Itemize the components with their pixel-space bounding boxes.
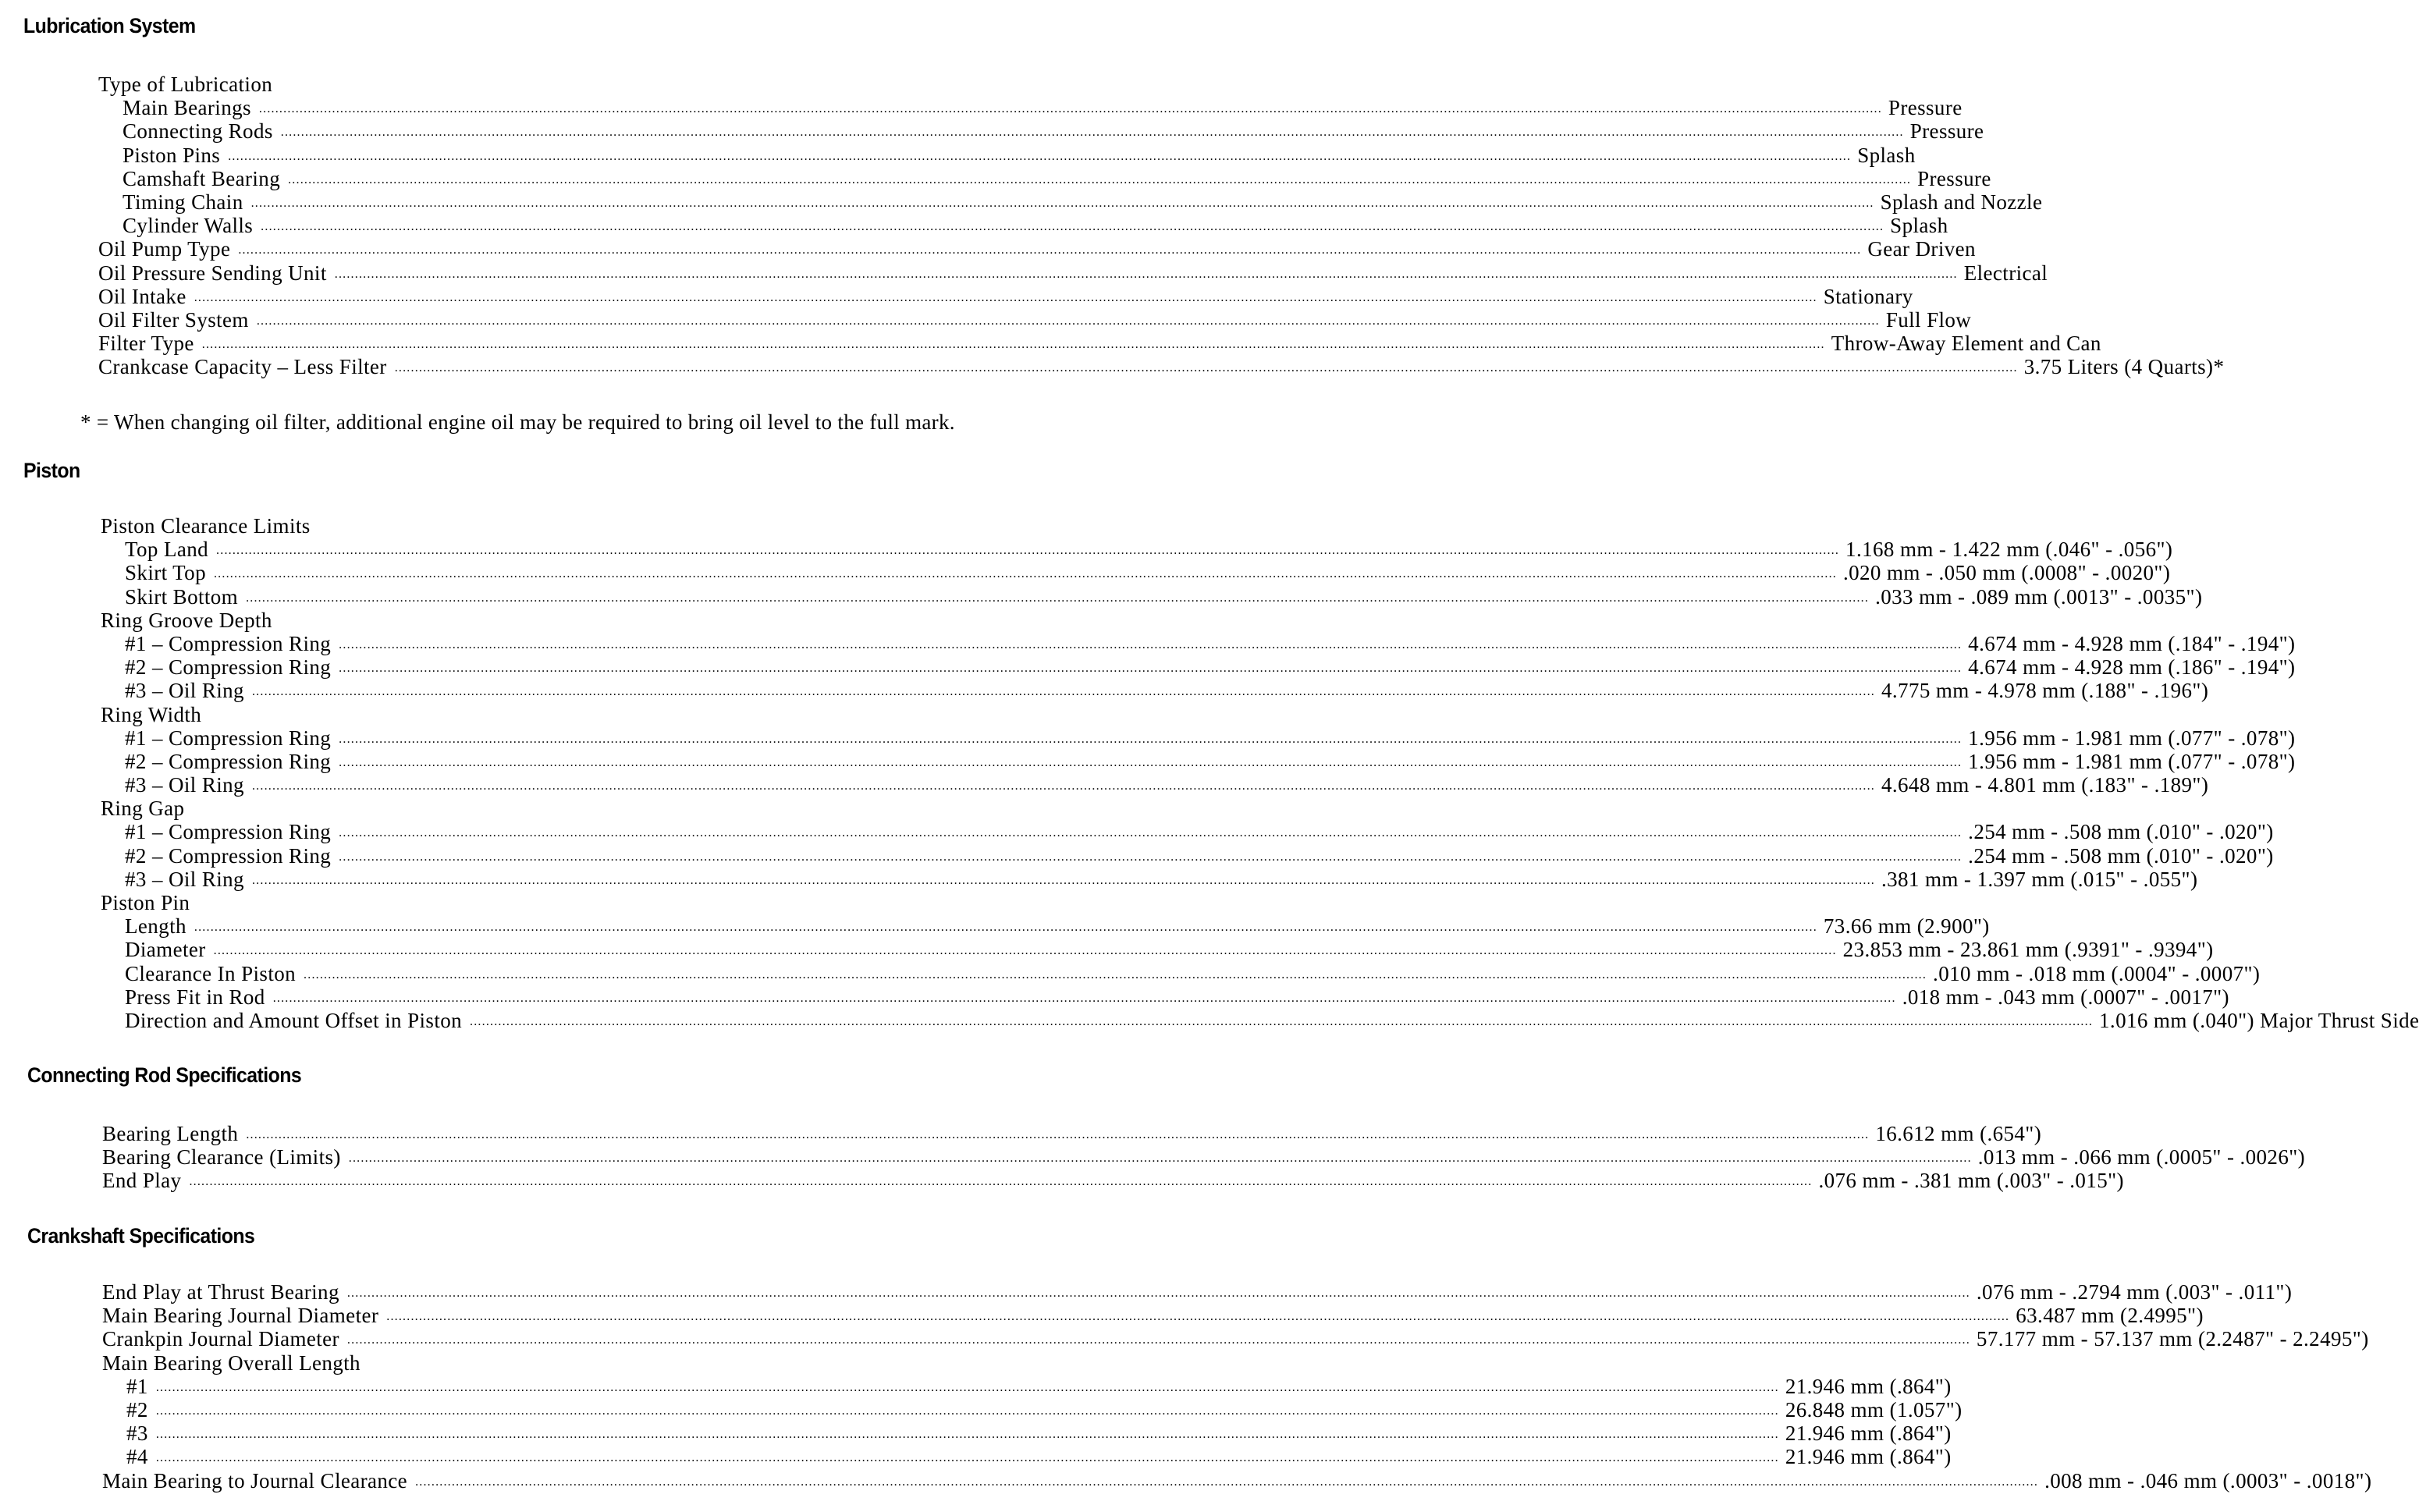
crankshaft-spec-list (102, 1280, 2372, 1492)
spec-label: Skirt Top (125, 561, 206, 585)
spec-value: .008 mm - .046 mm (.0003" - .0018") (2044, 1468, 2372, 1492)
dot-leader: ................................................................................................................................................................................................................................................................................................................................................................................................................ (288, 172, 1912, 186)
spec-value: .076 mm - .2794 mm (.003" - .011") (1976, 1280, 2293, 1304)
spec-row (98, 190, 2043, 214)
spec-label: Camshaft Bearing (123, 166, 281, 190)
dot-leader: ................................................................................................................................................................................................................................................................................................................................................................................................................ (155, 1404, 1779, 1418)
spec-row (98, 119, 1984, 144)
spec-value: 1.956 mm - 1.981 mm (.077" - .078") (1968, 749, 2296, 773)
spec-label: Bearing Length (102, 1122, 239, 1145)
dot-leader: ................................................................................................................................................................................................................................................................................................................................................................................................................ (261, 220, 1884, 234)
spec-row (101, 914, 1990, 939)
dot-leader: ................................................................................................................................................................................................................................................................................................................................................................................................................ (346, 1333, 1970, 1347)
spec-label: Oil Pressure Sending Unit (98, 261, 327, 285)
dot-leader: ................................................................................................................................................................................................................................................................................................................................................................................................................ (280, 126, 1904, 140)
section-title-lubrication: Lubrication System (23, 14, 196, 37)
spec-row (101, 584, 2203, 609)
spec-label: Crankpin Journal Diameter (102, 1327, 339, 1351)
spec-row (98, 237, 1976, 261)
spec-row (102, 1327, 2369, 1351)
spec-row (98, 284, 1913, 308)
spec-value: .381 mm - 1.397 mm (.015" - .055") (1881, 867, 2198, 891)
dot-leader: ................................................................................................................................................................................................................................................................................................................................................................................................................ (258, 102, 1882, 116)
spec-group-heading (101, 609, 1088, 632)
spec-label: Ring Width (101, 702, 202, 726)
dot-leader: ................................................................................................................................................................................................................................................................................................................................................................................................................ (246, 1128, 1870, 1141)
dot-leader: ................................................................................................................................................................................................................................................................................................................................................................................................................ (216, 544, 1840, 558)
spec-value: 21.946 mm (.864") (1785, 1445, 1952, 1469)
spec-label: Press Fit in Rod (125, 985, 265, 1009)
spec-label: Main Bearings (123, 96, 251, 120)
spec-value: 4.674 mm - 4.928 mm (.184" - .194") (1968, 631, 2296, 655)
spec-value: 57.177 mm - 57.137 mm (2.2487" - 2.2495") (1976, 1327, 2369, 1351)
dot-leader: ................................................................................................................................................................................................................................................................................................................................................................................................................ (339, 662, 1963, 676)
spec-row (101, 938, 2214, 962)
spec-value: .033 mm - .089 mm (.0013" - .0035") (1875, 584, 2203, 609)
piston-spec-list (101, 514, 2419, 1032)
spec-row (101, 773, 2209, 797)
spec-value: Splash (1890, 214, 1948, 238)
dot-leader: ................................................................................................................................................................................................................................................................................................................................................................................................................ (251, 873, 1875, 887)
spec-row (102, 1421, 1952, 1446)
spec-row (102, 1374, 1952, 1398)
dot-leader: ................................................................................................................................................................................................................................................................................................................................................................................................................ (251, 685, 1875, 699)
connecting-rod-spec-list (102, 1122, 2306, 1193)
spec-group-heading (101, 797, 1088, 820)
spec-value: Splash (1857, 143, 1916, 167)
spec-label: Piston Pin (101, 891, 190, 914)
spec-value: Electrical (1963, 261, 2048, 285)
spec-label: #4 (126, 1445, 148, 1469)
spec-value: Splash and Nozzle (1880, 190, 2043, 214)
spec-label: Crankcase Capacity – Less Filter (98, 355, 387, 379)
dot-leader: ................................................................................................................................................................................................................................................................................................................................................................................................................ (189, 1175, 1813, 1189)
spec-row (101, 985, 2229, 1009)
dot-leader: ................................................................................................................................................................................................................................................................................................................................................................................................................ (155, 1380, 1779, 1394)
dot-leader: ................................................................................................................................................................................................................................................................................................................................................................................................................ (415, 1475, 2039, 1489)
spec-label: Filter Type (98, 332, 194, 356)
spec-value: 21.946 mm (.864") (1785, 1374, 1952, 1398)
dot-leader: ................................................................................................................................................................................................................................................................................................................................................................................................................ (256, 314, 1880, 328)
spec-row (98, 355, 2225, 379)
spec-value: Stationary (1823, 284, 1913, 308)
spec-value: 1.016 mm (.040") Major Thrust Side (2099, 1008, 2419, 1032)
spec-value: Pressure (1917, 166, 1991, 190)
spec-value: 16.612 mm (.654") (1875, 1122, 2042, 1145)
spec-row (101, 631, 2296, 655)
dot-leader: ................................................................................................................................................................................................................................................................................................................................................................................................................ (213, 944, 1837, 958)
spec-row (101, 820, 2274, 844)
spec-label: Cylinder Walls (123, 214, 254, 238)
spec-value: 26.848 mm (1.057") (1785, 1397, 1963, 1421)
spec-value: .076 mm - .381 mm (.003" - .015") (1818, 1169, 2124, 1193)
spec-value: Pressure (1888, 96, 1963, 120)
spec-row (101, 1008, 2419, 1032)
spec-group-heading (101, 514, 1088, 538)
spec-group-heading (101, 891, 1088, 914)
dot-leader: ................................................................................................................................................................................................................................................................................................................................................................................................................ (251, 779, 1875, 793)
spec-value: .018 mm - .043 mm (.0007" - .0017") (1902, 985, 2229, 1009)
dot-leader: ................................................................................................................................................................................................................................................................................................................................................................................................................ (339, 850, 1963, 864)
spec-row (102, 1145, 2306, 1169)
spec-label: #2 – Compression Ring (125, 843, 332, 868)
spec-label: Main Bearing Overall Length (102, 1351, 361, 1375)
spec-row (101, 655, 2296, 680)
lubrication-spec-list (98, 73, 2225, 379)
spec-row (102, 1445, 1952, 1469)
dot-leader: ................................................................................................................................................................................................................................................................................................................................................................................................................ (228, 149, 1852, 163)
spec-row (102, 1304, 2204, 1328)
spec-row (101, 538, 2173, 562)
spec-row (98, 143, 1916, 167)
spec-value: 63.487 mm (2.4995") (2016, 1304, 2204, 1328)
spec-row (101, 843, 2274, 868)
spec-value: 73.66 mm (2.900") (1823, 914, 1990, 939)
spec-label: Oil Filter System (98, 307, 249, 332)
spec-label: Clearance In Piston (125, 961, 297, 985)
spec-row (98, 332, 2101, 356)
dot-leader: ................................................................................................................................................................................................................................................................................................................................................................................................................ (394, 361, 2018, 375)
spec-row (101, 749, 2296, 773)
spec-row (102, 1122, 2042, 1145)
dot-leader: ................................................................................................................................................................................................................................................................................................................................................................................................................ (339, 637, 1963, 651)
spec-label: #3 – Oil Ring (125, 679, 244, 703)
spec-row (101, 961, 2261, 985)
spec-label: Connecting Rods (123, 119, 273, 144)
spec-label: End Play (102, 1169, 182, 1193)
spec-label: Main Bearing to Journal Clearance (102, 1468, 408, 1492)
spec-value: .010 mm - .018 mm (.0004" - .0007") (1933, 961, 2261, 985)
spec-row (98, 261, 2048, 285)
spec-label: Oil Pump Type (98, 237, 231, 261)
spec-row (102, 1397, 1963, 1421)
spec-label: Bearing Clearance (Limits) (102, 1145, 341, 1169)
spec-row (101, 561, 2171, 585)
spec-value: .254 mm - .508 mm (.010" - .020") (1968, 843, 2274, 868)
dot-leader: ................................................................................................................................................................................................................................................................................................................................................................................................................ (194, 290, 1817, 304)
spec-group-heading (98, 73, 1088, 96)
spec-value: .013 mm - .066 mm (.0005" - .0026") (1977, 1145, 2306, 1169)
spec-row (102, 1280, 2293, 1304)
spec-group-heading (102, 1351, 1088, 1375)
spec-label: #3 (126, 1421, 148, 1446)
spec-label: Skirt Bottom (125, 584, 239, 609)
spec-label: #1 – Compression Ring (125, 726, 332, 750)
spec-value: 3.75 Liters (4 Quarts)* (2023, 355, 2225, 379)
spec-value: 21.946 mm (.864") (1785, 1421, 1952, 1446)
spec-value: 1.956 mm - 1.981 mm (.077" - .078") (1968, 726, 2296, 750)
spec-row (102, 1468, 2372, 1492)
spec-value: Throw-Away Element and Can (1831, 332, 2101, 356)
dot-leader: ................................................................................................................................................................................................................................................................................................................................................................................................................ (346, 1287, 1970, 1300)
section-title-connecting-rod: Connecting Rod Specifications (27, 1063, 302, 1087)
spec-label: #2 – Compression Ring (125, 749, 332, 773)
spec-label: #1 (126, 1374, 148, 1398)
dot-leader: ................................................................................................................................................................................................................................................................................................................................................................................................................ (155, 1428, 1779, 1442)
spec-label: Oil Intake (98, 284, 186, 308)
dot-leader: ................................................................................................................................................................................................................................................................................................................................................................................................................ (213, 567, 1837, 581)
spec-row (98, 214, 1948, 238)
spec-label: Type of Lubrication (98, 73, 273, 96)
spec-label: #1 – Compression Ring (125, 631, 332, 655)
spec-group-heading (101, 703, 1088, 726)
spec-row (101, 726, 2296, 750)
spec-label: Piston Clearance Limits (101, 514, 311, 538)
dot-leader: ................................................................................................................................................................................................................................................................................................................................................................................................................ (339, 732, 1963, 746)
spec-label: #3 – Oil Ring (125, 773, 244, 797)
spec-value: Gear Driven (1867, 237, 1976, 261)
spec-row (101, 679, 2209, 703)
spec-label: Length (125, 914, 186, 939)
spec-label: Timing Chain (123, 190, 243, 214)
spec-value: Pressure (1909, 119, 1984, 144)
spec-label: Top Land (125, 538, 209, 562)
spec-label: Ring Groove Depth (101, 608, 272, 632)
dot-leader: ................................................................................................................................................................................................................................................................................................................................................................................................................ (334, 267, 1958, 281)
spec-label: End Play at Thrust Bearing (102, 1280, 339, 1304)
spec-label: #2 – Compression Ring (125, 655, 332, 680)
section-title-piston: Piston (23, 459, 80, 482)
spec-row (102, 1169, 2124, 1193)
spec-value: 4.674 mm - 4.928 mm (.186" - .194") (1968, 655, 2296, 680)
dot-leader: ................................................................................................................................................................................................................................................................................................................................................................................................................ (238, 243, 1862, 257)
spec-label: Direction and Amount Offset in Piston (125, 1008, 463, 1032)
spec-row (101, 867, 2198, 891)
spec-row (98, 166, 1991, 190)
spec-value: .254 mm - .508 mm (.010" - .020") (1968, 820, 2274, 844)
spec-label: #1 – Compression Ring (125, 820, 332, 844)
dot-leader: ................................................................................................................................................................................................................................................................................................................................................................................................................ (339, 755, 1963, 769)
spec-value: 1.168 mm - 1.422 mm (.046" - .056") (1845, 538, 2173, 562)
spec-value: 4.775 mm - 4.978 mm (.188" - .196") (1881, 679, 2209, 703)
dot-leader: ................................................................................................................................................................................................................................................................................................................................................................................................................ (250, 196, 1874, 210)
footnote: * = When changing oil filter, additional engine oil may be required to bring oil level to the full mark. (80, 410, 955, 434)
dot-leader: ................................................................................................................................................................................................................................................................................................................................................................................................................ (339, 826, 1963, 840)
spec-label: #2 (126, 1397, 148, 1421)
spec-label: Ring Gap (101, 797, 185, 821)
spec-value: Full Flow (1885, 307, 1972, 332)
spec-label: Piston Pins (123, 143, 221, 167)
spec-row (98, 307, 1972, 332)
spec-label: #3 – Oil Ring (125, 867, 244, 891)
spec-label: Diameter (125, 938, 206, 962)
spec-label: Main Bearing Journal Diameter (102, 1304, 379, 1328)
dot-leader: ................................................................................................................................................................................................................................................................................................................................................................................................................ (155, 1451, 1779, 1465)
dot-leader: ................................................................................................................................................................................................................................................................................................................................................................................................................ (201, 338, 1825, 352)
spec-row (98, 96, 1963, 120)
dot-leader: ................................................................................................................................................................................................................................................................................................................................................................................................................ (272, 991, 1896, 1005)
dot-leader: ................................................................................................................................................................................................................................................................................................................................................................................................................ (386, 1310, 2010, 1324)
dot-leader: ................................................................................................................................................................................................................................................................................................................................................................................................................ (470, 1014, 2094, 1028)
dot-leader: ................................................................................................................................................................................................................................................................................................................................................................................................................ (246, 591, 1870, 605)
dot-leader: ................................................................................................................................................................................................................................................................................................................................................................................................................ (348, 1152, 1972, 1166)
spec-value: 23.853 mm - 23.861 mm (.9391" - .9394") (1842, 938, 2214, 962)
dot-leader: ................................................................................................................................................................................................................................................................................................................................................................................................................ (304, 967, 1927, 981)
spec-value: 4.648 mm - 4.801 mm (.183" - .189") (1881, 773, 2209, 797)
spec-value: .020 mm - .050 mm (.0008" - .0020") (1842, 561, 2171, 585)
dot-leader: ................................................................................................................................................................................................................................................................................................................................................................................................................ (194, 921, 1817, 935)
section-title-crankshaft: Crankshaft Specifications (27, 1224, 255, 1248)
